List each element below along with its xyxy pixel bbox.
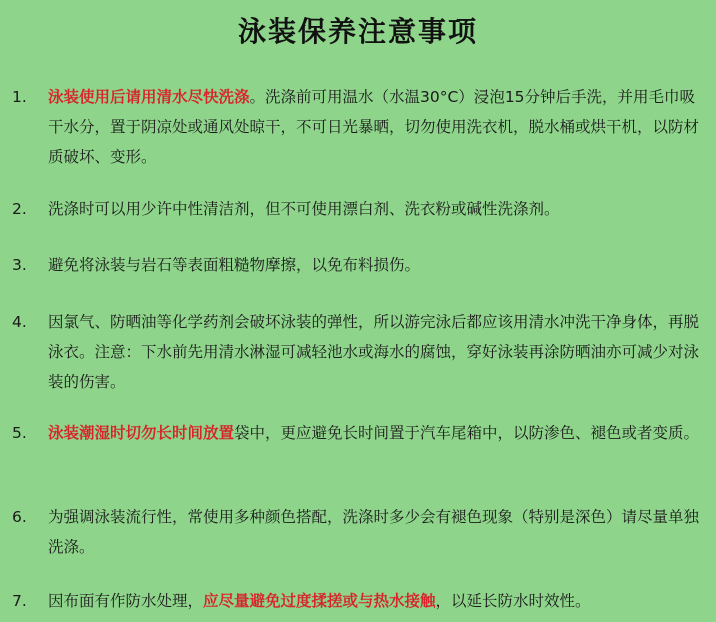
item-number: 7. bbox=[12, 592, 27, 610]
list-item-2 bbox=[12, 194, 704, 224]
list-item-7 bbox=[12, 586, 704, 616]
item-number: 3. bbox=[12, 256, 27, 274]
item-body: 袋中，更应避免长时间置于汽车尾箱中，以防渗色、褪色或者变质。 bbox=[234, 424, 700, 442]
list-item-3 bbox=[12, 250, 704, 280]
item-body: 洗涤时可以用少许中性清洁剂，但不可使用漂白剂、洗衣粉或碱性洗涤剂。 bbox=[48, 200, 560, 218]
list-item-4 bbox=[12, 307, 704, 397]
item-highlight: 应尽量避免过度揉搓或与热水接触 bbox=[203, 592, 436, 610]
item-body-before: 因布面有作防水处理， bbox=[48, 592, 204, 610]
item-text bbox=[48, 586, 704, 616]
item-body: 因氯气、防晒油等化学药剂会破坏泳装的弹性，所以游完泳后都应该用清水冲洗干净身体，再脱泳衣。注意：下水前先用清水淋湿可减轻池水或海水的腐蚀，穿好泳装再涂防晒油亦可减少对泳装的伤害。 bbox=[48, 313, 700, 391]
list-item-1 bbox=[12, 82, 704, 172]
item-text bbox=[48, 418, 704, 448]
item-text bbox=[48, 250, 704, 280]
item-body: 。洗涤前可用温水（水温30°C）浸泡15分钟后手洗，并用毛巾吸干水分，置于阴凉处或通风处晾干，不可日光暴晒，切勿使用洗衣机，脱水桶或烘干机，以防材质破坏、变形。 bbox=[48, 88, 700, 166]
item-highlight: 泳装潮湿时切勿长时间放置 bbox=[48, 424, 235, 442]
item-number: 6. bbox=[12, 508, 27, 526]
item-highlight: 泳装使用后请用清水尽快洗涤 bbox=[48, 88, 250, 106]
item-number: 5. bbox=[12, 424, 27, 442]
item-body-after: ，以延长防水时效性。 bbox=[435, 592, 591, 610]
item-body: 避免将泳装与岩石等表面粗糙物摩擦，以免布料损伤。 bbox=[48, 256, 421, 274]
item-text bbox=[48, 82, 704, 172]
item-text bbox=[48, 502, 704, 562]
item-number: 1. bbox=[12, 88, 27, 106]
item-text bbox=[48, 194, 704, 224]
list-item-6 bbox=[12, 502, 704, 562]
item-body: 为强调泳装流行性，常使用多种颜色搭配，洗涤时多少会有褪色现象（特别是深色）请尽量单独洗涤。 bbox=[48, 508, 700, 556]
page-title: 泳装保养注意事项 bbox=[237, 15, 478, 48]
list-item-5 bbox=[12, 418, 704, 448]
item-number: 2. bbox=[12, 200, 27, 218]
item-text bbox=[48, 307, 704, 397]
item-number: 4. bbox=[12, 313, 27, 331]
